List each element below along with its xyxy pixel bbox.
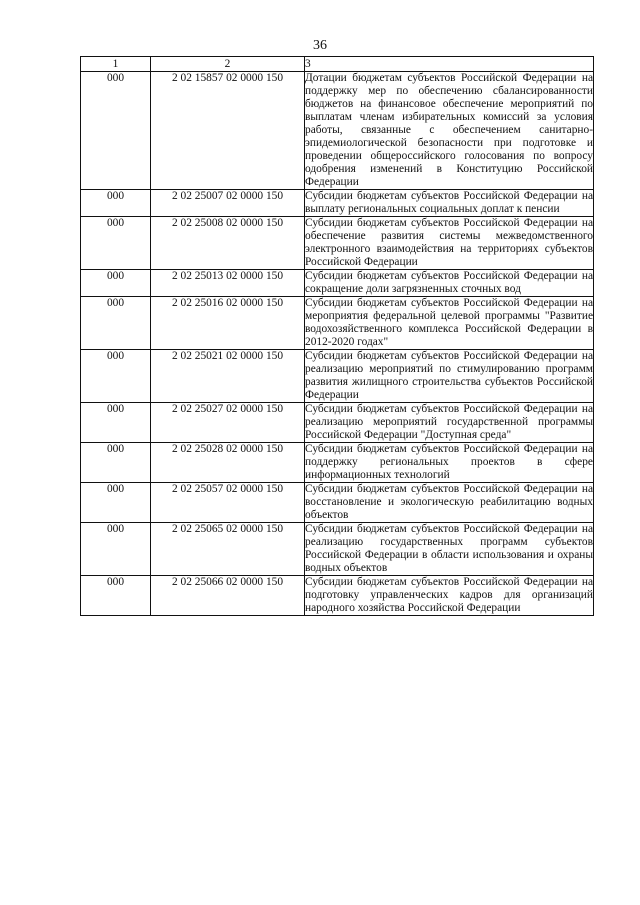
- table-row: [81, 350, 594, 403]
- revenue-name-cell: Субсидии бюджетам субъектов Российской Федерации на реализацию мероприятий по стимулированию программ развития жилищного строительства субъектов Российской Федерации: [305, 350, 593, 401]
- table-row: [81, 576, 594, 616]
- revenue-name-cell: Субсидии бюджетам субъектов Российской Федерации на реализацию мероприятий государственной программы Российской Федерации "Доступная среда": [305, 403, 593, 441]
- table-row: [81, 483, 594, 523]
- revenue-name-cell: Субсидии бюджетам субъектов Российской Федерации на подготовку управленческих кадров для организаций народного хозяйства Российской Федерации: [305, 576, 593, 614]
- table-header-row: [81, 57, 594, 72]
- budget-classification-table: [80, 56, 594, 616]
- revenue-name-cell: Субсидии бюджетам субъектов Российской Федерации на поддержку региональных проектов в сфере информационных технологий: [305, 443, 593, 481]
- admin-code-cell: 000: [81, 217, 151, 270]
- revenue-name-cell: Субсидии бюджетам субъектов Российской Федерации на восстановление и экологическую реабилитацию водных объектов: [305, 483, 593, 521]
- table-row: [81, 523, 594, 576]
- revenue-code-cell: 2 02 25007 02 0000 150: [151, 190, 305, 217]
- admin-code-cell: 000: [81, 270, 151, 297]
- admin-code-cell: 000: [81, 72, 151, 190]
- page-number: 36: [313, 38, 327, 53]
- revenue-name-cell: Субсидии бюджетам субъектов Российской Федерации на мероприятия федеральной целевой программы "Развитие водохозяйственного комплекса Российской Федерации в 2012-2020 годах": [305, 297, 593, 348]
- table-row: [81, 270, 594, 297]
- table-row: [81, 217, 594, 270]
- revenue-code-cell: 2 02 25013 02 0000 150: [151, 270, 305, 297]
- table-row: [81, 403, 594, 443]
- column-header-2: 2: [151, 57, 305, 72]
- revenue-code-cell: 2 02 25016 02 0000 150: [151, 297, 305, 350]
- column-header-3: 3: [305, 57, 594, 72]
- revenue-code-cell: 2 02 25057 02 0000 150: [151, 483, 305, 523]
- admin-code-cell: 000: [81, 190, 151, 217]
- revenue-code-cell: 2 02 25066 02 0000 150: [151, 576, 305, 616]
- revenue-name-cell: Дотации бюджетам субъектов Российской Федерации на поддержку мер по обеспечению сбалансированности бюджетов на финансовое обеспечение мероприятий по выплатам членам избирательных комиссий за условия работы, связанные с обеспечением санитарно-эпидемиологической безопасности при подготовке и проведении общероссийского голосования по вопросу одобрения изменений в Конституцию Российской Федерации: [305, 72, 593, 188]
- table-row: [81, 297, 594, 350]
- admin-code-cell: 000: [81, 576, 151, 616]
- admin-code-cell: 000: [81, 350, 151, 403]
- revenue-name-cell: Субсидии бюджетам субъектов Российской Федерации на сокращение доли загрязненных сточных вод: [305, 270, 593, 295]
- table-row: [81, 443, 594, 483]
- admin-code-cell: 000: [81, 483, 151, 523]
- revenue-code-cell: 2 02 25028 02 0000 150: [151, 443, 305, 483]
- table-row: [81, 190, 594, 217]
- revenue-code-cell: 2 02 25027 02 0000 150: [151, 403, 305, 443]
- revenue-name-cell: Субсидии бюджетам субъектов Российской Федерации на выплату региональных социальных доплат к пенсии: [305, 190, 593, 215]
- table-row: [81, 72, 594, 190]
- revenue-code-cell: 2 02 25008 02 0000 150: [151, 217, 305, 270]
- admin-code-cell: 000: [81, 297, 151, 350]
- admin-code-cell: 000: [81, 403, 151, 443]
- revenue-code-cell: 2 02 15857 02 0000 150: [151, 72, 305, 190]
- admin-code-cell: 000: [81, 443, 151, 483]
- revenue-name-cell: Субсидии бюджетам субъектов Российской Федерации на реализацию государственных программ субъектов Российской Федерации в области использования и охраны водных объектов: [305, 523, 593, 574]
- revenue-name-cell: Субсидии бюджетам субъектов Российской Федерации на обеспечение развития системы межведомственного электронного взаимодействия на территориях субъектов Российской Федерации: [305, 217, 593, 268]
- revenue-code-cell: 2 02 25021 02 0000 150: [151, 350, 305, 403]
- admin-code-cell: 000: [81, 523, 151, 576]
- column-header-1: 1: [81, 57, 151, 72]
- revenue-code-cell: 2 02 25065 02 0000 150: [151, 523, 305, 576]
